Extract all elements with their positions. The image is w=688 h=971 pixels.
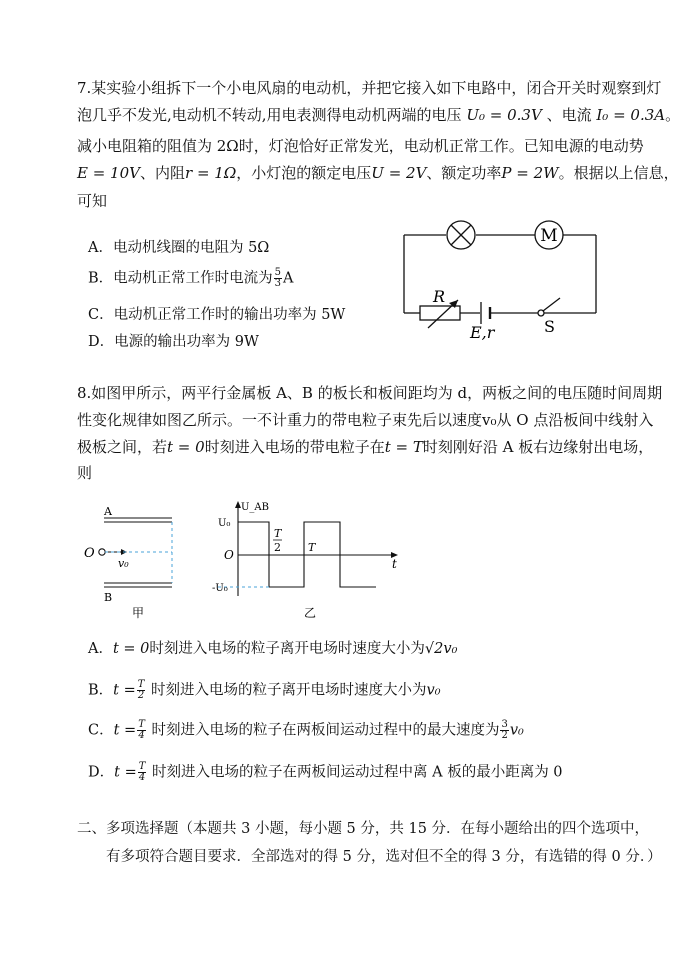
q7-line-4 [77,163,679,183]
q8-line-2: 性变化规律如图乙所示。一不计重力的带电粒子束先后以速度v₀从 O 点沿板间中线射入 [77,411,654,429]
T-label: T [308,541,316,554]
q8-optc-text: 时刻进入电场的粒子在两板间运动过程中的最大速度为 [146,722,500,739]
q7-option-b [88,268,294,289]
battery-label: E,r [470,323,495,342]
q8-line-1: 8.如图甲所示，两平行金属板 A、B 的板长和板间距均为 d，两板之间的电压随时间周期 [77,384,663,402]
q8-optc-fnum: 3 [501,719,508,730]
q8-optc-fden: 2 [501,730,508,741]
q7-l2c: 、电流 [546,106,592,124]
figure-yi [208,496,404,622]
u0-label: U₀ [218,518,231,529]
q7-u0: U₀ = 0.3V [466,106,542,124]
q8-optd-den: 4 [138,772,146,783]
q7-l4f: 、额定功率 [426,164,502,182]
q8-optb-den: 2 [137,690,145,701]
q8-opta-text: 时刻进入电场的粒子离开电场时速度大小为 [149,641,425,657]
y-axis-label: U_AB [241,502,269,513]
q7-p: P = 2W [501,164,559,182]
q8-optb-num: T [137,679,145,690]
switch-lever [543,298,560,311]
q7-emf: E = 10V [77,164,140,182]
q8-opta-val: √2v₀ [424,641,458,657]
q8-optd-label: D． [88,764,115,781]
q7-l4h: 。根据以上信息， [558,164,679,182]
circuit-diagram [398,220,604,345]
q8-option-c [88,720,524,741]
q8-optd-num: T [138,761,146,772]
q8-l3e: 时刻刚好沿 A 板右边缘射出电场， [422,438,654,456]
origin-point [99,549,105,555]
q8-optb-frac [137,680,146,701]
q7-line-2 [77,105,680,125]
half-T-num: T [274,527,282,540]
q8-tT: t = T [384,438,423,456]
q8-optc-val: v₀ [509,722,524,739]
q7-optb-unit: A [283,270,294,287]
q8-optd-text: 时刻进入电场的粒子在两板间运动过程中离 A 板的最小距离为 0 [147,764,563,781]
q7-optb-text: B．电动机正常工作时电流为 [88,270,273,287]
origin-label: O [84,546,95,561]
q7-option-c: C．电动机正常工作时的输出功率为 5W [88,307,346,323]
motor-label: M [540,226,558,246]
q8-t0: t = 0 [167,438,205,456]
q8-opta-label: A． [88,641,113,657]
q8-optb-val: v₀ [426,682,441,699]
q8-l3a: 极板之间，若 [77,438,168,456]
plate-a-label: A [104,505,112,518]
q8-optc-den: 4 [138,730,145,741]
q8-optd-frac [138,762,147,783]
q8-optb-t: t = [113,682,136,699]
origin-label: O [224,548,234,562]
q8-l3c: 时刻进入电场的带电粒子在 [204,438,385,456]
q8-option-b [88,680,441,701]
q8-line-4: 则 [77,464,93,482]
q7-line-5: 可知 [77,192,108,210]
section-2-line-2: 有多项符合题目要求．全部选对的得 5 分，选对但不全的得 3 分，有选错的得 0 分．） [106,849,662,865]
q7-l2e: 。 [665,106,681,124]
neg-u0-label: -U₀ [212,583,228,594]
fig-jia-caption: 甲 [132,606,145,620]
figure-jia [80,502,190,622]
q7-l4d: ，小灯泡的额定电压 [236,164,372,182]
q8-optb-text: 时刻进入电场的粒子离开电场时速度大小为 [146,682,427,699]
q7-line-3: 减小电阻箱的阻值为 2Ω时，灯泡恰好正常发光，电动机正常工作。已知电源的电动势 [77,137,644,155]
q7-i0: I₀ = 0.3A [596,106,666,124]
q7-l2a: 泡几乎不发光,电动机不转动,用电表测得电动机两端的电压 [77,106,462,124]
velocity-label: v₀ [118,557,129,570]
section-2-line-1: 二、多项选择题（本题共 3 小题，每小题 5 分，共 15 分．在每小题给出的四个选项中， [77,821,650,837]
resistor-label: R [433,287,446,306]
q8-optc-num: T [138,719,145,730]
q8-optc-frac [137,720,146,741]
x-axis-label: t [392,557,397,571]
resistor-icon [420,306,460,320]
q7-optb-frac [274,268,282,289]
q8-optc-t: t = [113,722,137,739]
q7-option-a: A．电动机线圈的电阻为 5Ω [88,240,270,256]
q7-l4b: 、内阻 [139,164,185,182]
q7-optb-den: 3 [274,278,282,289]
q7-line-1: 7.某实验小组拆下一个小电风扇的电动机，并把它接入如下电路中，闭合开关时观察到灯 [77,79,662,97]
half-T-den: 2 [274,541,281,554]
q8-optd-t: t = [114,764,137,781]
q8-line-3 [77,437,653,457]
fig-yi-caption: 乙 [304,606,317,620]
switch-label: S [544,317,555,336]
q8-optb-label: B． [88,682,114,699]
q8-optc-label: C． [88,722,114,739]
q8-opta-t: t = 0 [112,641,150,657]
q7-optb-num: 5 [274,267,282,278]
plate-b-label: B [104,591,113,604]
q7-option-d: D．电源的输出功率为 9W [88,334,259,350]
q8-option-d [88,762,563,783]
q8-option-a [88,639,457,659]
q7-r: r = 1Ω [185,164,237,182]
q7-u: U = 2V [371,164,427,182]
q8-optc-val-frac [500,720,508,741]
